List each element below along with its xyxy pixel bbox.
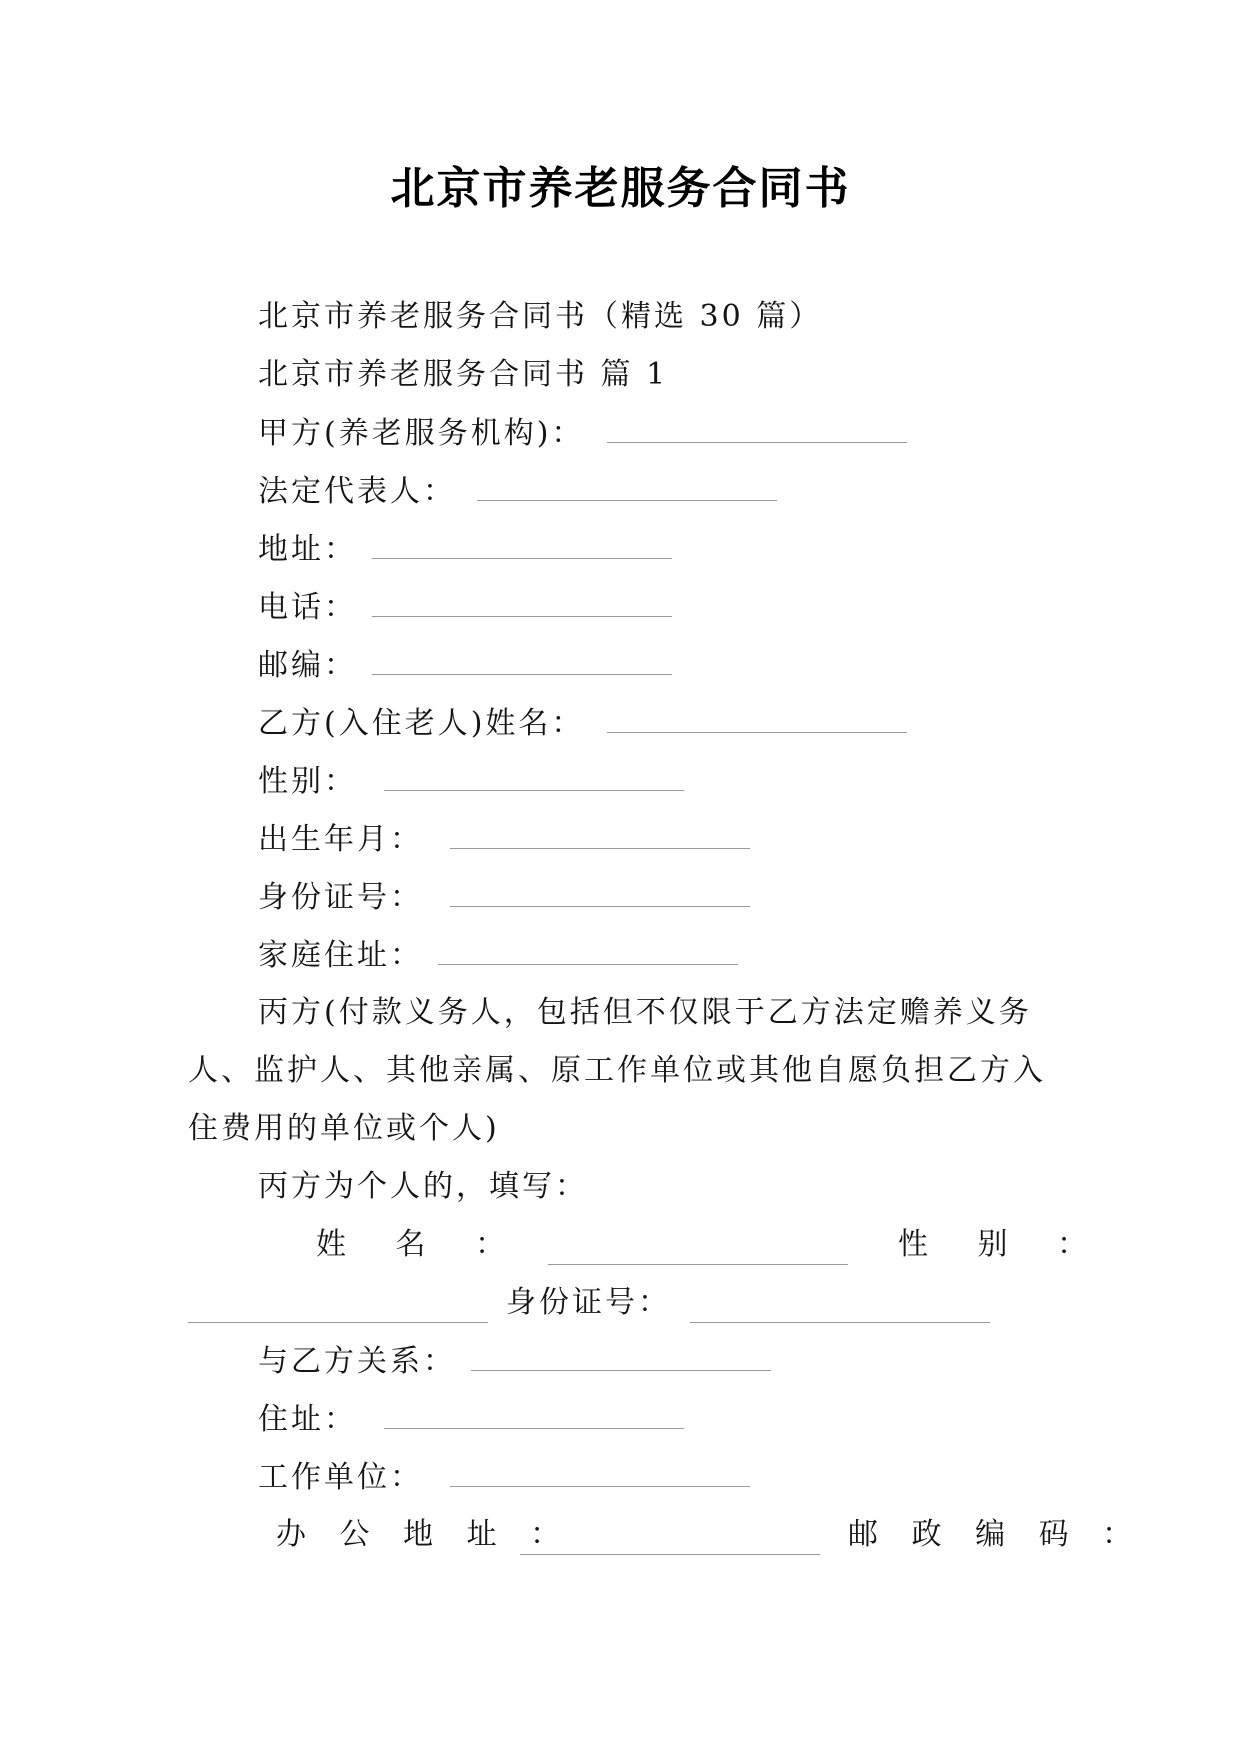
party-a-postcode-label: 邮编： xyxy=(258,648,357,683)
party-b-id-label: 身份证号： xyxy=(258,880,423,915)
party-c-relation-blank[interactable] xyxy=(471,1341,771,1371)
party-a-postcode-row xyxy=(258,645,672,686)
party-a-phone-row xyxy=(258,587,672,628)
party-c-work-blank[interactable] xyxy=(450,1457,750,1487)
party-b-gender-blank[interactable] xyxy=(384,761,684,791)
party-b-name-blank[interactable] xyxy=(607,703,907,733)
party-c-id-blank[interactable] xyxy=(690,1293,990,1323)
party-a-rep-blank[interactable] xyxy=(477,471,777,501)
party-a-name-blank[interactable] xyxy=(607,413,907,443)
party-c-post-label: 邮 政 编 码 ： xyxy=(848,1517,1145,1552)
party-a-postcode-blank[interactable] xyxy=(372,645,672,675)
party-c-name-label-wrap xyxy=(316,1225,525,1265)
party-c-office-label: 办 公 地 址 ： xyxy=(276,1517,573,1552)
party-c-id-label: 身份证号： xyxy=(506,1285,671,1320)
party-a-name-row xyxy=(258,413,907,454)
party-c-office-blank[interactable] xyxy=(520,1525,820,1555)
party-a-address-blank[interactable] xyxy=(372,529,672,559)
party-c-relation-row xyxy=(258,1341,771,1382)
party-c-post-label-wrap xyxy=(848,1515,1144,1555)
party-b-home-label: 家庭住址： xyxy=(258,938,423,973)
party-c-work-row xyxy=(258,1457,750,1498)
party-c-intro-text-3: 住费用的单位或个人) xyxy=(188,1111,500,1146)
party-c-intro-line-2 xyxy=(188,1051,1046,1091)
party-b-id-blank[interactable] xyxy=(450,877,750,907)
party-b-name-label: 乙方(入住老人)姓名： xyxy=(258,706,585,741)
party-b-home-row xyxy=(258,935,738,976)
subtitle xyxy=(258,297,822,337)
party-a-name-label: 甲方(养老服务机构)： xyxy=(258,416,585,451)
party-b-gender-row xyxy=(258,761,684,802)
page-title: 北京市养老服务合同书 xyxy=(390,163,851,214)
party-c-work-label: 工作单位： xyxy=(258,1460,423,1495)
party-c-residence-label: 住址： xyxy=(258,1402,357,1437)
party-b-name-row xyxy=(258,703,907,744)
party-c-intro-line-1 xyxy=(258,993,1032,1033)
party-c-relation-label: 与乙方关系： xyxy=(258,1344,456,1379)
party-a-phone-label: 电话： xyxy=(258,590,357,625)
party-c-gender-blank[interactable] xyxy=(188,1293,488,1323)
party-a-address-row xyxy=(258,529,672,570)
party-c-name-blank[interactable] xyxy=(548,1235,848,1265)
party-a-rep-row xyxy=(258,471,777,512)
subtitle-text: 北京市养老服务合同书（精选 30 篇） xyxy=(258,299,823,334)
party-b-birth-row xyxy=(258,819,750,860)
party-c-intro-line-3 xyxy=(188,1109,500,1149)
party-c-id-label-wrap xyxy=(506,1283,671,1323)
party-a-rep-label: 法定代表人： xyxy=(258,474,456,509)
party-c-name-label: 姓 名 ： xyxy=(316,1227,526,1262)
party-c-intro-text-1: 丙方(付款义务人，包括但不仅限于乙方法定赡养义务 xyxy=(258,995,1032,1030)
party-c-gender-label: 性 别 ： xyxy=(898,1227,1108,1262)
party-b-home-blank[interactable] xyxy=(438,935,738,965)
party-c-individual-note-text: 丙方为个人的，填写： xyxy=(258,1169,588,1204)
party-a-phone-blank[interactable] xyxy=(372,587,672,617)
party-b-gender-label: 性别： xyxy=(258,764,357,799)
party-b-birth-label: 出生年月： xyxy=(258,822,423,857)
party-b-birth-blank[interactable] xyxy=(450,819,750,849)
party-c-intro-text-2: 人、监护人、其他亲属、原工作单位或其他自愿负担乙方入 xyxy=(188,1053,1046,1088)
party-a-address-label: 地址： xyxy=(258,532,357,567)
section-heading xyxy=(258,355,668,395)
section-heading-text: 北京市养老服务合同书 篇 1 xyxy=(258,357,669,392)
party-c-gender-label-wrap xyxy=(898,1225,1107,1265)
party-c-individual-note xyxy=(258,1167,588,1207)
party-b-id-row xyxy=(258,877,750,918)
party-c-residence-row xyxy=(258,1399,684,1440)
party-c-residence-blank[interactable] xyxy=(384,1399,684,1429)
